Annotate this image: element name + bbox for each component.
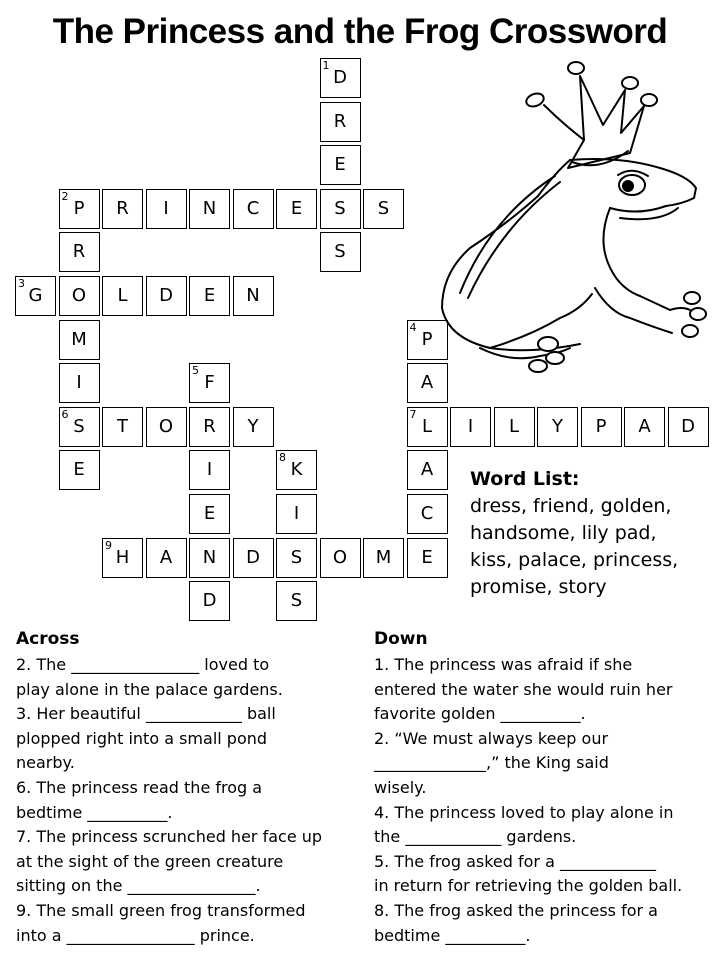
word-list-line: promise, story [470, 576, 607, 598]
cell-letter: S [73, 415, 85, 437]
grid-cell-r6c4 [189, 276, 230, 316]
cell-letter: O [332, 546, 348, 568]
clue-line: favorite golden __________. [374, 704, 586, 724]
cell-letter: S [290, 546, 303, 568]
clue-line: 9. The small green frog transformed [16, 900, 306, 920]
clue-line: bedtime __________. [374, 925, 531, 945]
cell-letter: A [420, 372, 434, 394]
grid-cell-r9c5 [233, 407, 274, 447]
cell-letter: E [203, 503, 216, 524]
cell-letter: I [467, 415, 474, 437]
grid-cell-r4c5 [233, 189, 274, 229]
cell-letter: N [246, 285, 260, 306]
cell-letter: E [290, 197, 303, 219]
grid-cell-r6c0 [15, 276, 56, 316]
clue-line: entered the water she would ruin her [374, 679, 673, 699]
grid-cell-r13c4 [189, 581, 230, 621]
cell-letter: D [159, 285, 173, 306]
grid-cell-r1c7 [320, 58, 361, 98]
grid-cell-r12c6 [276, 538, 317, 578]
grid-cell-r12c8 [363, 538, 404, 578]
word-list [470, 466, 715, 601]
clue-line: ______________,” the King said [374, 753, 609, 773]
grid-cell-r4c3 [146, 189, 187, 229]
cell-letter: L [421, 415, 433, 437]
grid-cell-r12c2 [102, 538, 143, 578]
grid-cell-r12c5 [233, 538, 274, 578]
grid-cell-r4c2 [102, 189, 143, 229]
grid-cell-r10c4 [189, 450, 230, 490]
cell-letter: R [203, 415, 216, 437]
grid-cell-r9c15 [668, 407, 709, 447]
clue-line: 2. “We must always keep our [374, 728, 609, 748]
grid-cell-r13c6 [276, 581, 317, 621]
cell-letter: E [203, 285, 216, 306]
clue-line: 3. Her beautiful ____________ ball [16, 704, 276, 724]
grid-cell-r9c14 [624, 407, 665, 447]
grid-cell-r9c12 [537, 407, 578, 447]
clue-line: 7. The princess scrunched her face up [16, 827, 323, 847]
cell-letter: A [420, 459, 434, 481]
across-heading: Across [16, 629, 80, 649]
grid-cell-r9c3 [146, 407, 187, 447]
grid-cell-r8c4 [189, 363, 230, 403]
grid-cell-r5c7 [320, 232, 361, 272]
clue-line: wisely. [374, 777, 427, 797]
cell-letter: P [421, 328, 433, 350]
cell-letter: E [421, 546, 433, 568]
clue-line: into a ________________ prince. [16, 925, 255, 945]
frog-with-crown-icon [420, 48, 720, 378]
cell-letter: A [159, 546, 173, 568]
cell-letter: K [290, 459, 303, 481]
grid-cell-r7c1 [59, 320, 100, 360]
clue-number: 4 [409, 320, 417, 334]
cell-letter: D [681, 415, 695, 437]
cell-letter: N [202, 546, 217, 568]
grid-cell-r3c7 [320, 145, 361, 185]
clue-line: the ____________ gardens. [374, 827, 577, 847]
clue-line: bedtime __________. [16, 802, 173, 822]
clue-number: 3 [18, 277, 25, 290]
cell-letter: Y [247, 415, 259, 437]
cell-letter: O [71, 285, 87, 306]
grid-cell-r11c4 [189, 494, 230, 534]
word-list-line: dress, friend, golden, [470, 495, 672, 517]
clue-line: play alone in the palace gardens. [16, 679, 283, 699]
cell-letter: I [76, 372, 82, 394]
cell-letter: R [72, 241, 86, 263]
cell-letter: N [202, 197, 217, 219]
down-heading: Down [374, 629, 428, 649]
grid-cell-r10c1 [59, 450, 100, 490]
page-title: The Princess and the Frog Crossword [52, 12, 668, 51]
cell-letter: S [290, 590, 303, 612]
grid-cell-r12c9 [407, 538, 448, 578]
grid-cell-r12c7 [320, 538, 361, 578]
clue-line: sitting on the ________________. [16, 876, 261, 896]
cell-letter: C [420, 503, 434, 524]
cell-letter: L [508, 415, 520, 437]
clue-line: 4. The princess loved to play alone in [374, 802, 674, 822]
grid-cell-r6c3 [146, 276, 187, 316]
cell-letter: P [595, 415, 607, 437]
word-list-line: kiss, palace, princess, [470, 549, 679, 571]
cell-letter: H [115, 546, 130, 568]
clue-line: in return for retrieving the golden ball. [374, 876, 683, 896]
grid-cell-r9c2 [102, 407, 143, 447]
grid-cell-r4c1 [59, 189, 100, 229]
clue-number: 9 [105, 538, 112, 552]
grid-cell-r9c10 [450, 407, 491, 447]
clue-line: 2. The ________________ loved to [16, 655, 270, 674]
cell-letter: S [377, 197, 390, 219]
grid-cell-r9c13 [581, 407, 622, 447]
grid-cell-r6c2 [102, 276, 143, 316]
grid-cell-r11c9 [407, 494, 448, 534]
cell-letter: S [334, 241, 346, 263]
cell-letter: A [638, 415, 651, 437]
grid-cell-r6c1 [59, 276, 100, 316]
cell-letter: M [71, 328, 87, 350]
grid-cell-r12c3 [146, 538, 187, 578]
cell-letter: R [333, 110, 347, 132]
cell-letter: D [333, 67, 347, 88]
grid-cell-r10c6 [276, 450, 317, 490]
clue-line: 1. The princess was afraid if she [374, 655, 633, 674]
cell-letter: M [375, 546, 392, 568]
cell-letter: D [202, 590, 217, 612]
cell-letter: E [73, 459, 85, 481]
word-list-heading: Word List: [470, 468, 580, 490]
grid-cell-r6c5 [233, 276, 274, 316]
clue-line: 5. The frog asked for a ____________ [374, 851, 656, 871]
grid-cell-r9c9 [407, 407, 448, 447]
grid-cell-r12c4 [189, 538, 230, 578]
grid-cell-r10c9 [407, 450, 448, 490]
cell-letter: R [116, 197, 129, 219]
clue-line: plopped right into a small pond [16, 728, 268, 748]
cell-letter: I [206, 459, 213, 481]
clue-line: at the sight of the green creature [16, 851, 284, 871]
grid-cell-r9c4 [189, 407, 230, 447]
clue-line: 6. The princess read the frog a [16, 777, 263, 797]
cell-letter: P [73, 197, 85, 219]
cell-letter: S [334, 197, 346, 219]
grid-cell-r4c7 [320, 189, 361, 229]
cell-letter: I [163, 197, 169, 219]
grid-cell-r8c1 [59, 363, 100, 403]
grid-cell-r4c8 [363, 189, 404, 229]
grid-cell-r9c1 [59, 407, 100, 447]
cell-letter: O [158, 415, 174, 437]
clue-number: 6 [61, 407, 69, 421]
cell-letter: F [204, 372, 215, 394]
grid-cell-r4c6 [276, 189, 317, 229]
grid-cell-r2c7 [320, 102, 361, 142]
cell-letter: G [28, 285, 43, 306]
cell-letter: E [334, 154, 346, 176]
clue-line: 8. The frog asked the princess for a [374, 900, 658, 920]
clue-number: 7 [409, 407, 417, 421]
clue-number: 1 [322, 59, 330, 72]
cell-letter: D [246, 546, 260, 568]
across-clues [16, 626, 356, 948]
clue-number: 2 [61, 189, 69, 203]
grid-cell-r4c4 [189, 189, 230, 229]
cell-letter: I [293, 503, 300, 524]
cell-letter: L [117, 285, 128, 306]
down-clues [374, 626, 719, 948]
clue-number: 5 [192, 364, 199, 378]
clue-line: nearby. [16, 753, 75, 773]
cell-letter: Y [552, 415, 563, 437]
word-list-line: handsome, lily pad, [470, 522, 657, 544]
clue-number: 8 [279, 451, 286, 465]
cell-letter: T [117, 415, 128, 437]
grid-cell-r5c1 [59, 232, 100, 272]
cell-letter: C [246, 197, 260, 219]
grid-cell-r11c6 [276, 494, 317, 534]
grid-cell-r9c11 [494, 407, 535, 447]
